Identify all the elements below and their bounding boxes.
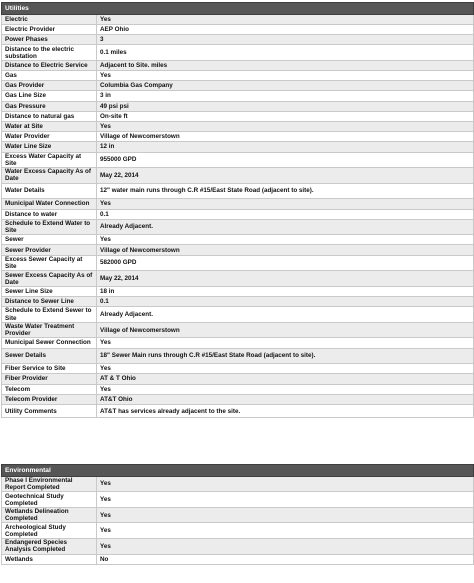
row-value: 0.1 miles [97,45,474,61]
row-label: Geotechnical Study Completed [2,492,97,508]
row-value: 18 in [97,286,474,296]
row-value: Yes [97,338,474,348]
table-row [2,111,474,121]
table-row [2,404,474,418]
row-value: Yes [97,121,474,131]
row-value: Yes [97,523,474,539]
row-label: Phase I Environmental Report Completed [2,476,97,492]
row-value: May 22, 2014 [97,271,474,287]
table-row [2,322,474,338]
row-value: 12" water main runs through C.R #15/East State Road (adjacent to site). [97,183,474,199]
row-value: Yes [97,71,474,81]
table-row [2,121,474,131]
row-label: Archeological Study Completed [2,523,97,539]
row-value: 12 in [97,142,474,152]
table-row [2,219,474,235]
row-label: Gas Line Size [2,91,97,101]
table-row [2,235,474,245]
row-label: Municipal Sewer Connection [2,338,97,348]
table-row [2,183,474,199]
row-value: Yes [97,507,474,523]
table-row [2,523,474,539]
table-row [2,142,474,152]
table-row [2,307,474,323]
row-value: Already Adjacent. [97,307,474,323]
table-row [2,554,474,564]
table-row [2,168,474,184]
row-value: Yes [97,199,474,209]
row-value: AT & T Ohio [97,374,474,384]
table-row [2,132,474,142]
row-value: Yes [97,235,474,245]
row-label: Wetlands [2,554,97,564]
row-label: Endangered Species Analysis Completed [2,539,97,555]
row-label: Sewer Excess Capacity As of Date [2,271,97,287]
row-value: Village of Newcomerstown [97,132,474,142]
row-label: Power Phases [2,35,97,45]
row-value: Village of Newcomerstown [97,322,474,338]
row-label: Water Details [2,183,97,199]
row-value: 3 [97,35,474,45]
row-label: Gas Pressure [2,101,97,111]
row-value: 3 in [97,91,474,101]
environmental-table [1,464,474,565]
row-label: Municipal Water Connection [2,199,97,209]
row-label: Waste Water Treatment Provider [2,322,97,338]
table-row [2,71,474,81]
environmental-table-body [2,476,474,564]
row-value: Already Adjacent. [97,219,474,235]
table-row [2,374,474,384]
table-row [2,91,474,101]
table-row [2,384,474,394]
table-row [2,245,474,255]
row-value: Village of Newcomerstown [97,245,474,255]
table-row [2,492,474,508]
row-label: Gas [2,71,97,81]
table-row [2,364,474,374]
table-row [2,14,474,24]
row-value: Yes [97,492,474,508]
row-label: Fiber Provider [2,374,97,384]
utilities-section-title: Utilities [2,3,474,15]
row-value: Yes [97,539,474,555]
table-row [2,348,474,364]
row-label: Gas Provider [2,81,97,91]
row-label: Electric [2,14,97,24]
row-label: Sewer Details [2,348,97,364]
row-label: Water at Site [2,121,97,131]
row-label: Telecom [2,384,97,394]
row-value: 49 psi psi [97,101,474,111]
table-row [2,199,474,209]
row-label: Wetlands Delineation Completed [2,507,97,523]
row-value: 0.1 [97,297,474,307]
utilities-header-row [2,3,474,15]
row-label: Excess Sewer Capacity at Site [2,255,97,271]
row-label: Distance to the electric substation [2,45,97,61]
table-row [2,81,474,91]
table-row [2,507,474,523]
table-row [2,286,474,296]
row-value: On-site ft [97,111,474,121]
row-value: Yes [97,476,474,492]
row-value: AEP Ohio [97,24,474,34]
row-label: Distance to water [2,209,97,219]
row-value: Columbia Gas Company [97,81,474,91]
table-row [2,24,474,34]
row-label: Schedule to Extend Water to Site [2,219,97,235]
environmental-section-title: Environmental [2,465,474,477]
row-label: Fiber Service to Site [2,364,97,374]
row-label: Excess Water Capacity at Site [2,152,97,168]
row-value: Yes [97,14,474,24]
row-value: AT&T Ohio [97,394,474,404]
row-value: Yes [97,384,474,394]
row-value: 0.1 [97,209,474,219]
row-value: May 22, 2014 [97,168,474,184]
utilities-table-body [2,14,474,418]
row-label: Utility Comments [2,404,97,418]
row-value: Yes [97,364,474,374]
row-label: Water Excess Capacity As of Date [2,168,97,184]
row-value: 955000 GPD [97,152,474,168]
table-row [2,539,474,555]
row-label: Schedule to Extend Sewer to Site [2,307,97,323]
row-label: Telecom Provider [2,394,97,404]
table-row [2,101,474,111]
table-row [2,35,474,45]
table-row [2,255,474,271]
utilities-table [1,2,474,418]
row-label: Water Provider [2,132,97,142]
row-label: Water Line Size [2,142,97,152]
row-value: No [97,554,474,564]
table-row [2,45,474,61]
row-value: AT&T has services already adjacent to the site. [97,404,474,418]
row-value: 582000 GPD [97,255,474,271]
table-row [2,60,474,70]
table-row [2,476,474,492]
row-label: Sewer [2,235,97,245]
row-label: Electric Provider [2,24,97,34]
row-value: Adjacent to Site. miles [97,60,474,70]
table-row [2,297,474,307]
row-label: Distance to Electric Service [2,60,97,70]
table-row [2,209,474,219]
row-label: Distance to natural gas [2,111,97,121]
environmental-header-row [2,465,474,477]
row-label: Distance to Sewer Line [2,297,97,307]
table-row [2,394,474,404]
table-row [2,271,474,287]
row-label: Sewer Provider [2,245,97,255]
table-row [2,338,474,348]
row-label: Sewer Line Size [2,286,97,296]
row-value: 18" Sewer Main runs through C.R #15/East State Road (adjacent to site). [97,348,474,364]
table-row [2,152,474,168]
